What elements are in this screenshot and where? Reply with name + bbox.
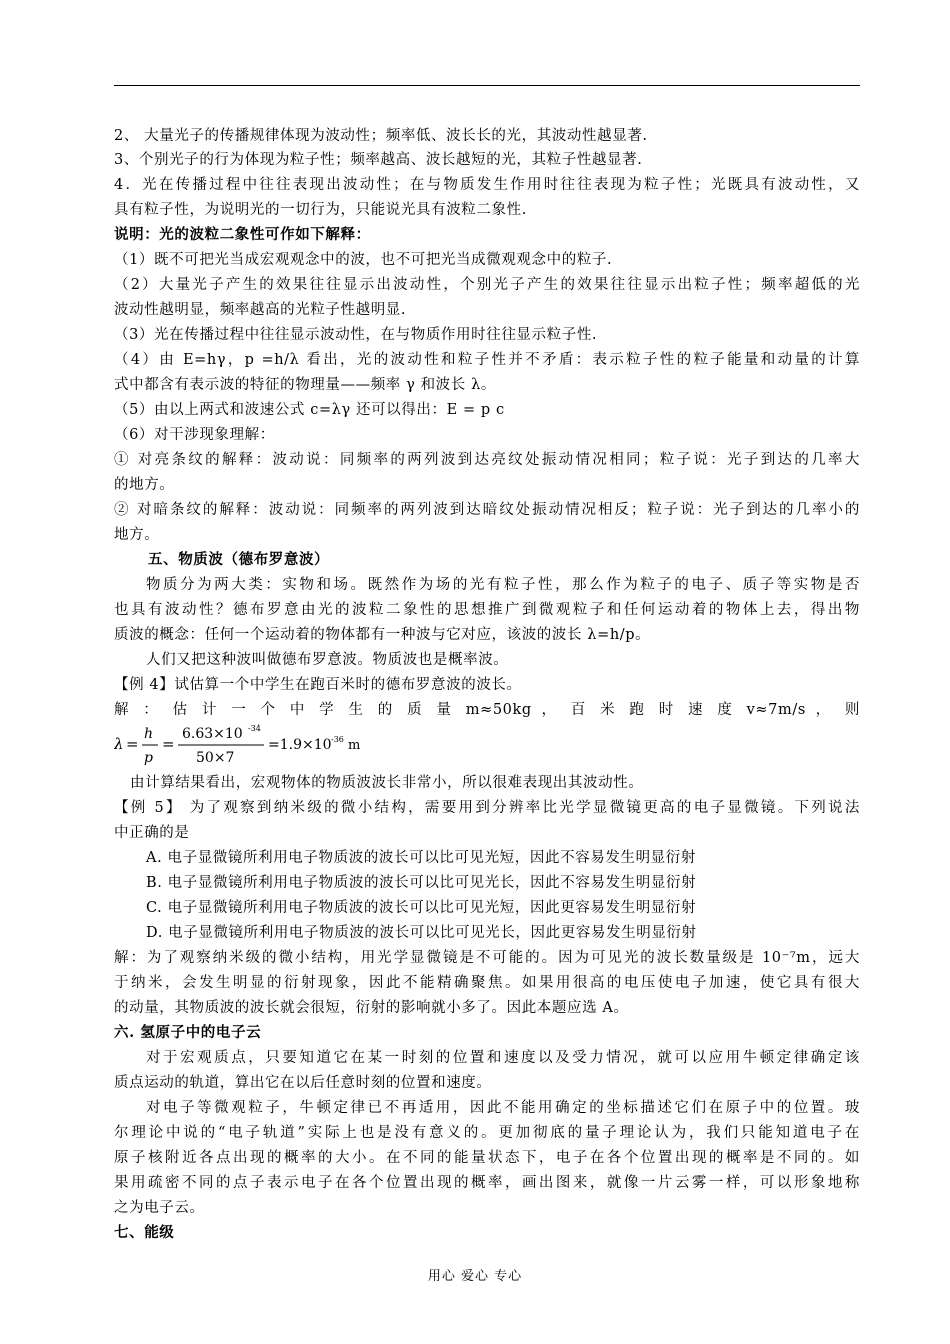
text-line: 人们又把这种波叫做德布罗意波。物质波也是概率波。 (146, 652, 509, 668)
formula-unit: m (348, 738, 361, 753)
formula-den: 50×7 (196, 750, 235, 766)
text-line: 式中都含有表示波的特征的物理量——频率 γ 和波长 λ。 (114, 377, 496, 393)
formula-p: p (144, 750, 153, 766)
formula-result: =1.9×10 (268, 737, 332, 753)
option-b: B. 电子显微镜所利用电子物质波的波长可以比可见光长，因此不容易发生明显衍射 (146, 875, 697, 891)
text-line: （6）对干涉现象理解： (114, 427, 275, 443)
option-d: D. 电子显微镜所利用电子物质波的波长可以比可见光长，因此更容易发生明显衍射 (146, 925, 697, 941)
option-c: C. 电子显微镜所利用电子物质波的波长可以比可见光短，因此更容易发生明显衍射 (146, 900, 697, 916)
text-line: 也具有波动性？德布罗意由光的波粒二象性的思想推广到微观粒子和任何运动着的物体上去，得出物 (114, 602, 860, 618)
text-line: 2、 大量光子的传播规律体现为波动性；频率低、波长长的光，其波动性越显著. (114, 128, 648, 144)
text-line: （2）大量光子产生的效果往往显示出波动性，个别光子产生的效果往往显示出粒子性；频率超低的光 (114, 277, 860, 293)
text-line: 4．光在传播过程中往往表现出波动性；在与物质发生作用时往往表现为粒子性；光既具有波动性，又 (114, 177, 860, 193)
example-4-heading: 【例 4】试估算一个中学生在跑百米时的德布罗意波的波长。 (114, 677, 522, 693)
text-line: 质点运动的轨道，算出它在以后任意时刻的位置和速度。 (114, 1075, 492, 1091)
section-heading-energy-levels: 七、能级 (114, 1224, 175, 1241)
text-line: 解：为了观察纳米级的微小结构，用光学显微镜是不可能的。因为可见光的波长数量级是 10⁻⁷m，远大 (114, 950, 860, 966)
formula-num: 6.63×10 (182, 726, 243, 742)
formula-result-exp: -36 (331, 735, 344, 744)
section-note-heading: 说明：光的波粒二象性可作如下解释： (114, 226, 371, 243)
formula-lambda: λ (114, 735, 124, 753)
text-line: 3、个别光子的行为体现为粒子性；频率越高、波长越短的光，其粒子性越显著. (114, 152, 643, 168)
text-line: 对电子等微观粒子，牛顿定律已不再适用，因此不能用确定的坐标描述它们在原子中的位置。玻 (146, 1100, 860, 1116)
text-line: （3）光在传播过程中往往显示波动性，在与物质作用时往往显示粒子性. (114, 327, 598, 343)
text-line: 中正确的是 (114, 825, 190, 841)
text-line: ① 对亮条纹的解释：波动说：同频率的两列波到达亮纹处振动情况相同；粒子说：光子到达的几率大 (114, 452, 860, 468)
formula-h: h (144, 726, 154, 742)
example-5-heading: 【例 5】 为了观察到纳米级的微小结构，需要用到分辨率比光学显微镜更高的电子显微镜。下列说法 (114, 800, 860, 816)
text-line: 由计算结果看出，宏观物体的物质波波长非常小，所以很难表现出其波动性。 (130, 775, 644, 791)
text-line: （5）由以上两式和波速公式 c=λγ 还可以得出：E = p c (114, 402, 505, 418)
text-line: （4）由 E=hγ，p =h/λ 看出，光的波动性和粒子性并不矛盾：表示粒子性的粒子能量和动量的计算 (114, 352, 860, 368)
formula-equals: = (126, 735, 139, 753)
text-line: 对于宏观质点，只要知道它在某一时刻的位置和速度以及受力情况，就可以应用牛顿定律确定该 (146, 1050, 860, 1066)
text-line: 于纳米，会发生明显的衍射现象，因此不能精确聚焦。如果用很高的电压使电子加速，使它具有很大 (114, 975, 860, 991)
text-line: 物质分为两大类：实物和场。既然作为场的光有粒子性，那么作为粒子的电子、质子等实物是否 (146, 577, 860, 593)
page-footer: 用心 爱心 专心 (427, 1269, 523, 1284)
text-line: 解 ： 估 计 一 个 中 学 生 的 质 量 m≈50kg ， 百 米 跑 时 速 度 v≈7m/s ， 则 (114, 702, 860, 718)
text-line: 原子核附近各点出现的概率的大小。在不同的能量状态下，电子在各个位置出现的概率是不同的。如 (114, 1150, 860, 1166)
text-line: 果用疏密不同的点子表示电子在各个位置出现的概率，画出图来，就像一片云雾一样，可以形象地称 (114, 1175, 860, 1191)
header-rule (114, 85, 860, 86)
text-line: 具有粒子性，为说明光的一切行为，只能说光具有波粒二象性. (114, 202, 527, 218)
text-line: 地方。 (114, 527, 160, 543)
text-line: 尔理论中说的“电子轨道”实际上也是没有意义的。更加彻底的量子理论认为，我们只能知道电子在 (114, 1125, 860, 1141)
formula-num-exp: -34 (248, 724, 261, 733)
text-line: 波动性越明显，频率越高的光粒子性越明显. (114, 302, 407, 318)
option-a: A. 电子显微镜所利用电子物质波的波长可以比可见光短，因此不容易发生明显衍射 (146, 850, 696, 866)
text-line: ② 对暗条纹的解释：波动说：同频率的两列波到达暗纹处振动情况相反；粒子说：光子到达的几率小的 (114, 502, 860, 518)
text-line: （1）既不可把光当成宏观观念中的波，也不可把光当成微观观念中的粒子. (114, 252, 613, 268)
section-heading-electron-cloud: 六. 氢原子中的电子云 (114, 1024, 262, 1041)
text-line: 质波的概念：任何一个运动着的物体都有一种波与它对应，该波的波长 λ=h/p。 (114, 627, 651, 643)
text-line: 的地方。 (114, 477, 175, 493)
text-line: 的动量，其物质波的波长就会很短，衍射的影响就小多了。因此本题应选 A。 (114, 1000, 629, 1016)
text-line: 之为电子云。 (114, 1200, 205, 1216)
section-heading-matter-wave: 五、物质波（德布罗意波） (148, 551, 330, 568)
wavelength-formula (114, 721, 414, 767)
svg-text:=: = (162, 735, 175, 753)
